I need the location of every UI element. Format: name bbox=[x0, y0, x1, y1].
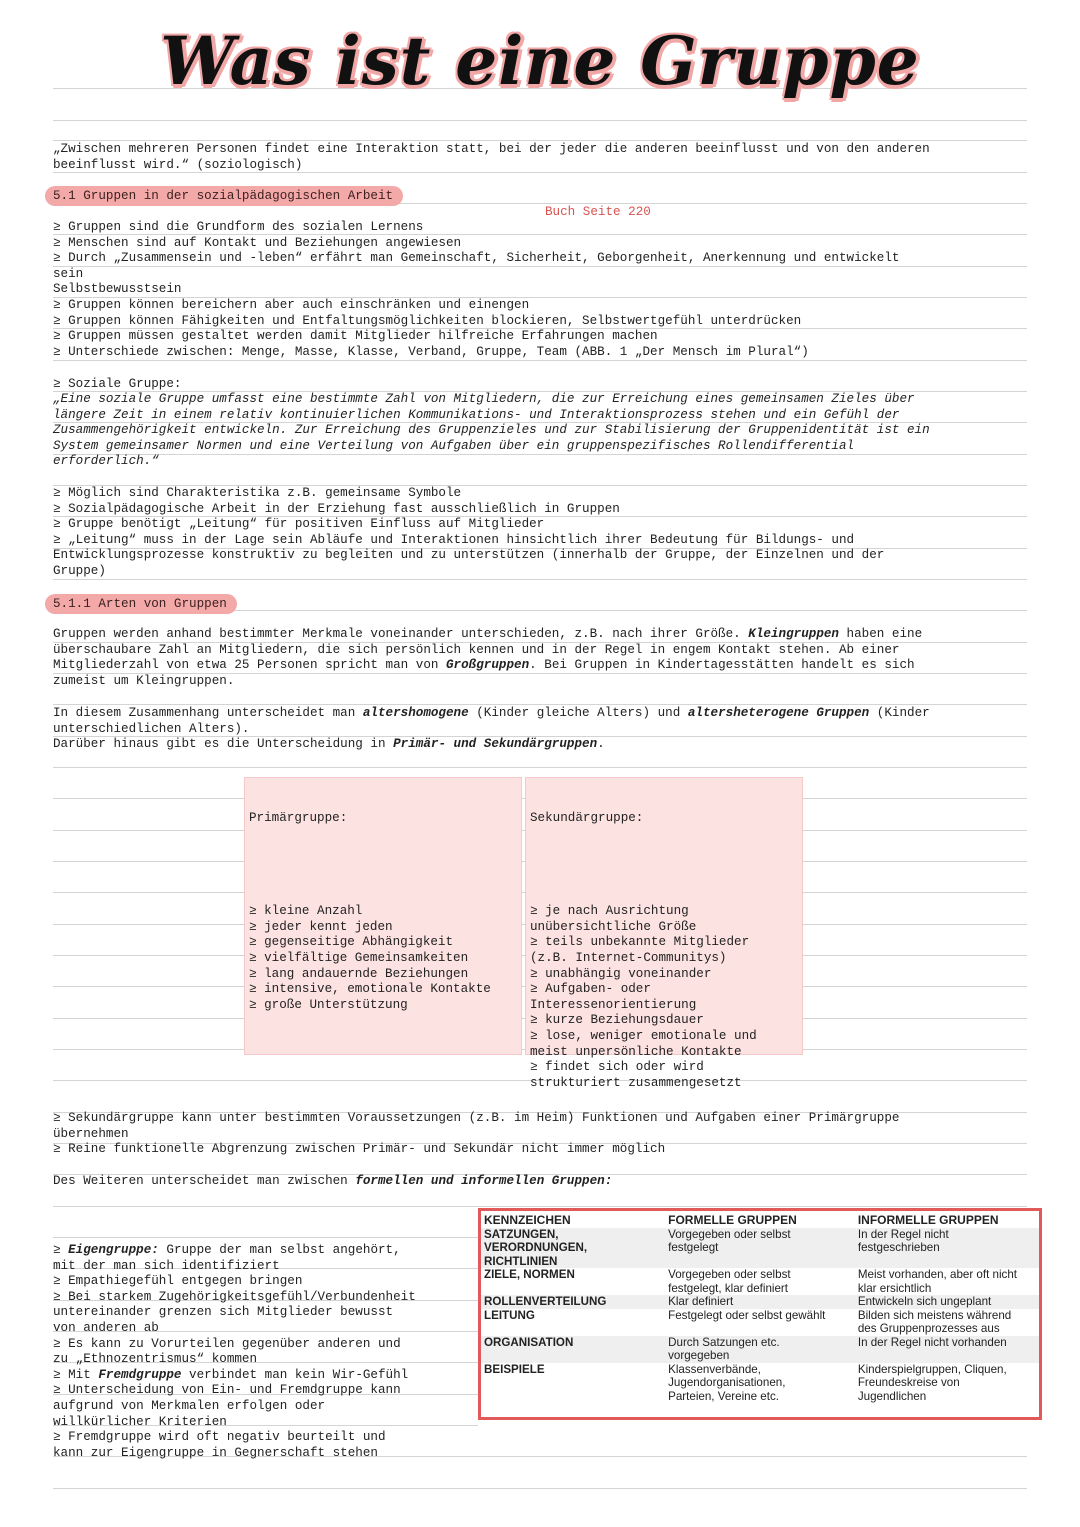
table-row: ORGANISATION Durch Satzungen etc. vorgegeben In der Regel nicht vorhanden bbox=[481, 1336, 1039, 1363]
table-row: SATZUNGEN, VERORDNUNGEN, RICHTLINIEN Vorgegeben oder selbst festgelegt In der Regel nicht festgeschrieben bbox=[481, 1228, 1039, 1269]
page-title: Was ist eine Gruppe bbox=[160, 22, 920, 100]
term-altershomogene: altershomogene bbox=[362, 706, 469, 720]
primary-group-items: ≥ kleine Anzahl ≥ jeder kennt jeden ≥ gegenseitige Abhängigkeit ≥ vielfältige Gemeinsamkeiten ≥ lang andauernde Beziehungen ≥ intensive, emotionale Kontakte ≥ große Unterstützung bbox=[249, 904, 491, 1012]
formal-informal-table bbox=[478, 1208, 1042, 1420]
primary-group-box bbox=[244, 777, 522, 1055]
section-heading-5-1-1: 5.1.1 Arten von Gruppen bbox=[45, 594, 237, 614]
secondary-group-items: ≥ je nach Ausrichtung unübersichtliche Größe ≥ teils unbekannte Mitglieder (z.B. Internet-Communitys) ≥ unabhängig voneinander ≥ Aufgaben- oder Interessenorientierung ≥ kurze Beziehungsdauer ≥ lose, weniger emotionale und meist unpersönliche Kontakte ≥ findet sich oder wird strukturiert zusammengesetzt bbox=[530, 904, 757, 1090]
term-fremdgruppe: Fremdgruppe bbox=[98, 1367, 182, 1382]
term-primaer-sekundaer: Primär- und Sekundärgruppen bbox=[393, 737, 598, 752]
after-boxes-bullets: ≥ Sekundärgruppe kann unter bestimmten Voraussetzungen (z.B. im Heim) Funktionen und Aufgaben einer Primärgruppe übernehmen ≥ Reine funktionelle Abgrenzung zwischen Primär- und Sekundär nicht immer möglich bbox=[53, 1111, 900, 1157]
formal-informal-intro: Des Weiteren unterscheidet man zwischen formellen und informellen Gruppen: bbox=[53, 1174, 613, 1188]
group-size-paragraph: Gruppen werden anhand bestimmter Merkmale voneinander unterschieden, z.B. nach ihrer Größe. Kleingruppen haben eine überschaubare Zahl an Mitgliedern, die sich persönlich kennen und in der Regel in engem Kontakt stehen. Ab einer Mitgliederzahl von etwa 25 Personen spricht man von Großgruppen. Bei Gruppen in Kindertagesstätten handelt es sich zumeist um Kleingruppen. bbox=[53, 627, 923, 688]
section1-bullets-2: ≥ Möglich sind Charakteristika z.B. gemeinsame Symbole ≥ Sozialpädagogische Arbeit in der Erziehung fast ausschließlich in Gruppen ≥ Gruppe benötigt „Leitung“ für positiven Einfluss auf Mitglieder ≥ „Leitung“ muss in der Lage sein Abläufe und Interaktionen hinsichtlich ihrer Bedeutung für Bildungs- und Entwicklungsprozesse konstruktiv zu begleiten und zu unterstützen (innerhalb der Gruppe, der Einzelnen und der Gruppe) bbox=[53, 486, 885, 578]
term-kleingruppen: Kleingruppen bbox=[748, 627, 839, 641]
table-header: FORMELLE GRUPPEN bbox=[668, 1213, 797, 1227]
table-header: KENNZEICHEN bbox=[484, 1213, 571, 1227]
age-paragraph: In diesem Zusammenhang unterscheidet man altershomogene (Kinder gleiche Alters) und altersheterogene Gruppen (Kinder unterschiedlichen Alters). Darüber hinaus gibt es die Unterscheidung in Primär- und Sekundärgruppen. bbox=[53, 706, 930, 752]
table-header: INFORMELLE GRUPPEN bbox=[857, 1213, 999, 1227]
table-row: LEITUNG Festgelegt oder selbst gewählt Bilden sich meistens während des Gruppenprozesses aus bbox=[484, 1308, 1012, 1335]
secondary-group-box bbox=[525, 777, 803, 1090]
social-group-quote: „Eine soziale Gruppe umfasst eine bestimmte Zahl von Mitgliedern, die zur Erreichung eines gemeinsamen Zieles über längere Zeit in einem relativ kontinuierlichen Kommunikations- und Interaktionsprozess stehen und ein Gefühl der Zusammengehörigkeit entwickeln. Zur Erreichung des Gruppenzieles und zur Stabilisierung der Gruppenidentität ist ein System gemeinsamer Normen und eine Verteilung von Aufgaben über ein gruppenspezifisches Rollendifferential erforderlich.“ bbox=[53, 392, 930, 469]
term-formell-informell: formellen und informellen Gruppen: bbox=[355, 1174, 613, 1188]
secondary-group-title: Sekundärgruppe: bbox=[530, 811, 644, 826]
book-page-note: Buch Seite 220 bbox=[545, 205, 651, 219]
term-eigengruppe: Eigengruppe: bbox=[68, 1243, 159, 1257]
section-heading-5-1: 5.1 Gruppen in der sozialpädagogischen Arbeit bbox=[45, 186, 403, 206]
term-altersheterogene: altersheterogene Gruppen bbox=[687, 706, 870, 720]
definition-text: „Zwischen mehreren Personen findet eine Interaktion statt, bei der jeder die anderen beeinflusst und von den anderen beeinflusst wird.“ (soziologisch) bbox=[53, 142, 930, 172]
table-row: ROLLENVERTEILUNG Klar definiert Entwickeln sich ungeplant bbox=[481, 1295, 1039, 1309]
social-group-label: ≥ Soziale Gruppe: bbox=[53, 377, 182, 391]
table-row: ZIELE, NORMEN Vorgegeben oder selbst festgelegt, klar definiert Meist vorhanden, aber oft nicht klar ersichtlich bbox=[484, 1268, 1018, 1295]
primary-group-title: Primärgruppe: bbox=[249, 811, 348, 826]
term-grossgruppen: Großgruppen bbox=[446, 658, 530, 673]
section1-bullets: ≥ Gruppen sind die Grundform des sozialen Lernens ≥ Menschen sind auf Kontakt und Beziehungen angewiesen ≥ Durch „Zusammensein und -leben“ erfährt man Gemeinschaft, Sicherheit, Geborgenheit, Anerkennung und entwickelt sein Selbstbewusstsein ≥ Gruppen können bereichern aber auch einschränken und einengen ≥ Gruppen können Fähigkeiten und Entfaltungsmöglichkeiten blockieren, Selbstwertgefühl unterdrücken ≥ Gruppen müssen gestaltet werden damit Mitglieder hilfreiche Erfahrungen machen ≥ Unterschiede zwischen: Menge, Masse, Klasse, Verband, Gruppe, Team (ABB. 1 „Der Mensch im Plural“) bbox=[53, 220, 900, 359]
in-out-group-text: ≥ Eigengruppe: Gruppe der man selbst angehört, mit der man sich identifiziert ≥ Empathiegefühl entgegen bringen ≥ Bei starkem Zugehörigkeitsgefühl/Verbundenheit untereinander grenzen sich Mitglieder bewusst von anderen ab ≥ Es kann zu Vorurteilen gegenüber anderen und zu „Ethnozentrismus“ kommen ≥ Mit Fremdgruppe verbindet man kein Wir-Gefühl ≥ Unterscheidung von Ein- und Fremdgruppe kann aufgrund von Merkmalen erfolgen oder willkürlicher Kriterien ≥ Fremdgruppe wird oft negativ beurteilt und kann zur Eigengruppe in Gegnerschaft stehen bbox=[53, 1243, 416, 1460]
table-row: BEISPIELE Klassenverbände, Jugendorganisationen, Parteien, Vereine etc. Kinderspielgruppen, Cliquen, Freundeskreise von Jugendlichen bbox=[484, 1362, 1007, 1403]
